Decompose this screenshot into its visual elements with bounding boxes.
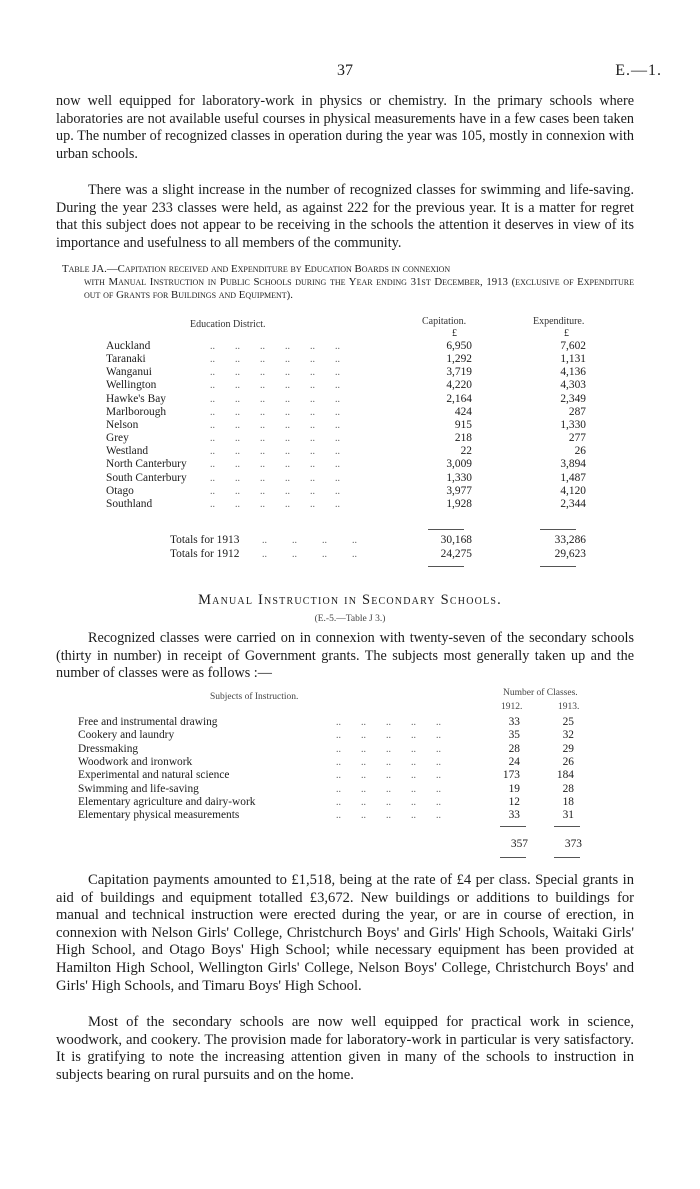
classes-1912: 35: [508, 729, 520, 742]
district-name: Southland: [106, 497, 153, 510]
secondary-table-row: [78, 743, 580, 756]
table-ja-row: [106, 379, 586, 392]
subject-name: Cookery and laundry: [78, 729, 175, 742]
col-head-1913: 1913.: [558, 702, 580, 712]
secondary-table-row: [78, 783, 580, 796]
capitation-value: 22: [460, 445, 472, 458]
leader-dots: .. .. .. .. .. ..: [210, 485, 340, 497]
table-ja-row: [106, 472, 586, 485]
closing-paragraph-1: Capitation payments amounted to £1,518, being at the rate of £4 per class. Special grants in aid of buildings and equipment totalled £3,672. New buildings or additions to buildings for manual and technical instruction were erected during the year, or are in course of erection, in connexion with Nelson Girls' College, Christchurch Boys' and Girls' High Schools, Waitaki Girls' High School, and Otago Boys' High School; while necessary equipment has been provided at Hamilton High School, Wellington Girls' College, Nelson Boys' College, Christchurch Boys' and Girls' High Schools, and Timaru Boys' High School.: [56, 872, 634, 994]
subject-name: Elementary agriculture and dairy-work: [78, 795, 256, 808]
col-head-district: Education District.: [190, 319, 266, 330]
classes-1913: 28: [562, 782, 574, 795]
rule-capitation-bottom: [428, 566, 464, 567]
capitation-value: 4,220: [446, 379, 472, 392]
total-label: Totals for 1913: [170, 534, 240, 546]
table-ja-caption: Table JA.—Capitation received and Expenditure by Education Boards in connexion with Manual Instruction in Public Schools during the Year ending 31st December, 1913 (exclusive of Expenditure out of Grants for Buildings and Equipment).: [62, 263, 634, 301]
leader-dots: .. .. .. .. ..: [336, 756, 441, 768]
expenditure-value: 2,349: [560, 392, 586, 405]
table-ja-row: [106, 340, 586, 353]
classes-1912: 28: [508, 742, 520, 755]
district-name: Wellington: [106, 379, 157, 392]
rule-capitation: [428, 529, 464, 530]
capitation-value: 218: [454, 432, 472, 445]
rule-expenditure-bottom: [540, 566, 576, 567]
district-name: Marlborough: [106, 405, 167, 418]
col-head-1912: 1912.: [501, 702, 523, 712]
table-ja-row: [106, 366, 586, 379]
table-ja-row: [106, 498, 586, 511]
secondary-table-row: [78, 809, 580, 822]
leader-dots: .. .. .. .. ..: [336, 796, 441, 808]
expenditure-value: 4,136: [560, 366, 586, 379]
leader-dots: .. .. .. .. .. ..: [210, 354, 340, 366]
classes-1912: 33: [508, 809, 520, 822]
total-expenditure: 29,623: [554, 547, 586, 560]
table-ja-total-row: [170, 534, 586, 547]
classes-1913: 18: [562, 795, 574, 808]
capitation-value: 424: [454, 405, 472, 418]
secondary-table-row: [78, 769, 580, 782]
classes-1912: 33: [508, 716, 520, 728]
table-ja-row: [106, 419, 586, 432]
leader-dots: .. .. .. .. ..: [336, 730, 441, 742]
table-ja-row: [106, 353, 586, 366]
subject-name: Dressmaking: [78, 742, 139, 755]
district-name: Hawke's Bay: [106, 392, 166, 405]
leader-dots: .. .. .. ..: [262, 535, 357, 546]
col-head-subjects: Subjects of Instruction.: [210, 692, 299, 702]
expenditure-value: 4,303: [560, 379, 586, 392]
page-number: 37: [337, 62, 353, 79]
capitation-value: 1,928: [446, 497, 472, 510]
district-name: Nelson: [106, 418, 139, 431]
subject-name: Swimming and life-saving: [78, 782, 199, 795]
rule-expenditure: [540, 529, 576, 530]
col-head-expenditure: Expenditure.: [533, 316, 585, 327]
expenditure-value: 1,131: [560, 353, 586, 366]
table-ja-row: [106, 432, 586, 445]
leader-dots: .. .. .. .. .. ..: [210, 472, 340, 484]
district-name: North Canterbury: [106, 458, 187, 471]
expenditure-value: 287: [568, 405, 586, 418]
table-ja-row: [106, 445, 586, 458]
district-name: Taranaki: [106, 353, 146, 366]
secondary-table-row: [78, 729, 580, 742]
capitation-value: 6,950: [446, 340, 472, 352]
table-ja-row: [106, 458, 586, 471]
leader-dots: .. .. .. .. ..: [336, 717, 441, 728]
leader-dots: .. .. .. .. .. ..: [210, 341, 340, 352]
classes-1913: 26: [562, 755, 574, 768]
total-1912: 357: [510, 838, 528, 850]
leader-dots: .. .. .. ..: [262, 548, 357, 560]
leader-dots: .. .. .. .. .. ..: [210, 419, 340, 431]
leader-dots: .. .. .. .. .. ..: [210, 367, 340, 379]
section-subtitle: (E.-5.—Table J 3.): [314, 614, 386, 624]
table-ja-total-row: [170, 548, 586, 561]
classes-1913: 29: [562, 742, 574, 755]
expenditure-value: 277: [568, 432, 586, 445]
expenditure-value: 2,344: [560, 497, 586, 510]
rule-1912: [500, 826, 526, 827]
secondary-table-row: [78, 796, 580, 809]
classes-1913: 25: [562, 716, 574, 728]
leader-dots: .. .. .. .. .. ..: [210, 459, 340, 471]
district-name: Auckland: [106, 340, 151, 352]
capitation-value: 3,977: [446, 484, 472, 497]
district-name: Wanganui: [106, 366, 152, 379]
capitation-value: 2,164: [446, 392, 472, 405]
table-ja-row: [106, 406, 586, 419]
secondary-intro: Recognized classes were carried on in connexion with twenty-seven of the secondary schools (thirty in number) in receipt of Government grants. The subjects most generally taken up and the number of classes were as follows :—: [56, 630, 634, 681]
capitation-value: 915: [454, 418, 472, 431]
subject-name: Free and instrumental drawing: [78, 716, 218, 728]
rule-1912-bottom: [500, 857, 526, 858]
secondary-totals: [490, 838, 590, 851]
leader-dots: .. .. .. .. .. ..: [210, 446, 340, 458]
classes-1912: 12: [508, 795, 520, 808]
secondary-table-row: [78, 756, 580, 769]
district-name: Westland: [106, 445, 149, 458]
total-expenditure: 33,286: [554, 534, 586, 546]
leader-dots: .. .. .. .. ..: [336, 810, 441, 822]
leader-dots: .. .. .. .. ..: [336, 743, 441, 755]
document-reference: E.—1.: [615, 62, 662, 79]
capitation-value: 3,719: [446, 366, 472, 379]
leader-dots: .. .. .. .. .. ..: [210, 433, 340, 445]
intro-paragraph-1: now well equipped for laboratory-work in physics or chemistry. In the primary schools where laboratories are not available useful courses in physical measurements have in a few cases been taken up. The number of recognized classes in operation during the year was 105, mostly in connexion with urban schools.: [56, 93, 634, 162]
expenditure-value: 26: [574, 445, 586, 458]
total-1913: 373: [564, 838, 582, 850]
expenditure-value: 4,120: [560, 484, 586, 497]
col-head-number: Number of Classes.: [503, 688, 578, 698]
leader-dots: .. .. .. .. ..: [336, 783, 441, 795]
expenditure-value: 1,330: [560, 418, 586, 431]
classes-1913: 184: [556, 769, 574, 782]
section-title: Manual Instruction in Secondary Schools.: [198, 592, 502, 608]
classes-1912: 19: [508, 782, 520, 795]
total-capitation: 24,275: [440, 547, 472, 560]
capitation-value: 1,330: [446, 471, 472, 484]
subject-name: Elementary physical measurements: [78, 809, 240, 822]
leader-dots: .. .. .. .. .. ..: [210, 498, 340, 510]
secondary-table-row: [78, 716, 580, 729]
leader-dots: .. .. .. .. .. ..: [210, 406, 340, 418]
classes-1912: 24: [508, 755, 520, 768]
table-ja-row: [106, 485, 586, 498]
total-capitation: 30,168: [440, 534, 472, 546]
subject-name: Experimental and natural science: [78, 769, 230, 782]
rule-1913: [554, 826, 580, 827]
total-label: Totals for 1912: [170, 547, 240, 560]
leader-dots: .. .. .. .. ..: [336, 770, 441, 782]
expenditure-value: 7,602: [560, 340, 586, 352]
district-name: Otago: [106, 484, 134, 497]
unit-expenditure: £: [564, 328, 569, 339]
subject-name: Woodwork and ironwork: [78, 755, 193, 768]
closing-paragraph-2: Most of the secondary schools are now well equipped for practical work in science, woodwork, and cookery. The provision made for laboratory-work in particular is very satisfactory. It is gratifying to note the increasing attention given in many of the schools to instruction in subjects bearing on rural pursuits and on the home.: [56, 1014, 634, 1083]
unit-capitation: £: [452, 328, 457, 339]
capitation-value: 3,009: [446, 458, 472, 471]
district-name: Grey: [106, 432, 129, 445]
classes-1913: 31: [562, 809, 574, 822]
expenditure-value: 3,894: [560, 458, 586, 471]
leader-dots: .. .. .. .. .. ..: [210, 393, 340, 405]
leader-dots: .. .. .. .. .. ..: [210, 380, 340, 392]
col-head-capitation: Capitation.: [422, 316, 467, 327]
expenditure-value: 1,487: [560, 471, 586, 484]
classes-1912: 173: [502, 769, 520, 782]
table-ja-row: [106, 393, 586, 406]
capitation-value: 1,292: [446, 353, 472, 366]
classes-1913: 32: [562, 729, 574, 742]
intro-paragraph-2: There was a slight increase in the number of recognized classes for swimming and life-saving. During the year 233 classes were held, as against 222 for the previous year. It is a matter for regret that this subject does not appear to be receiving in the schools the attention it deserves in view of its importance and usefulness to all members of the community.: [56, 182, 634, 251]
rule-1913-bottom: [554, 857, 580, 858]
district-name: South Canterbury: [106, 471, 187, 484]
